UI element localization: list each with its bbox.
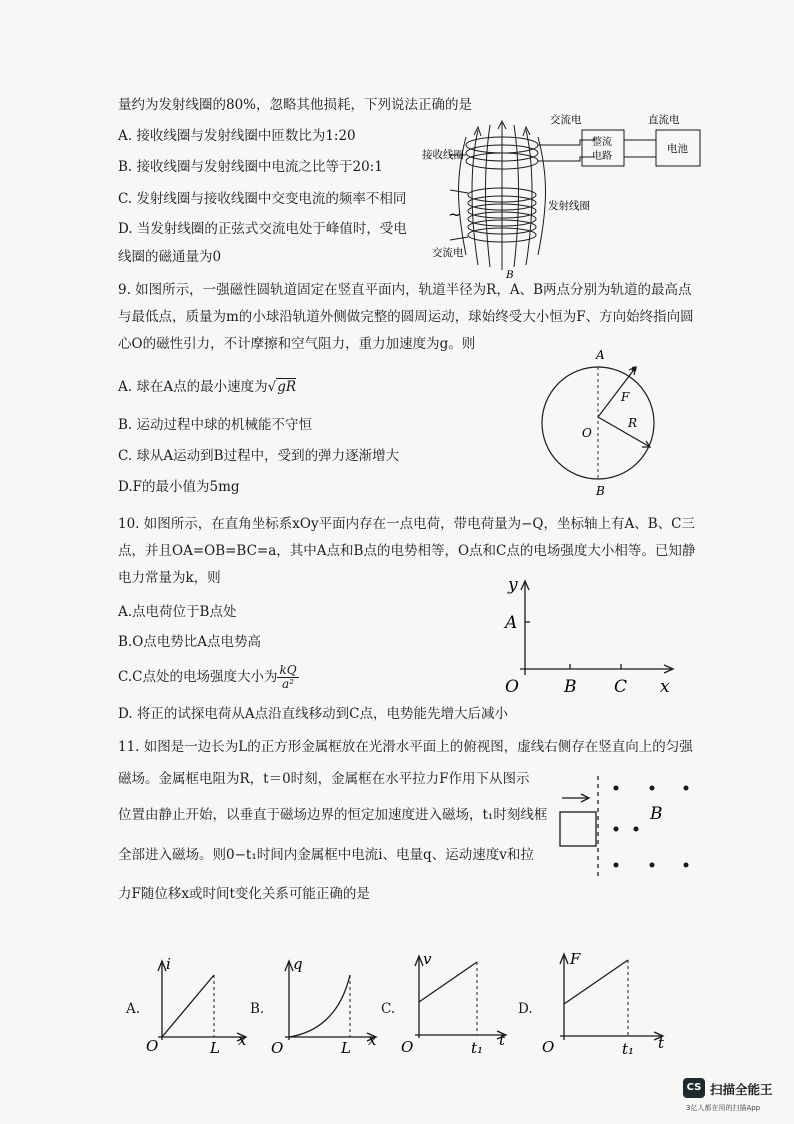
q11-graph-c-option: C. — [381, 1001, 396, 1017]
q8-label-b: B — [506, 269, 514, 281]
q10-option-c-prefix: C.C点处的电场强度大小为 — [118, 669, 278, 685]
q11-stem-line-5: 力F随位移x或时间t变化关系可能正确的是 — [118, 886, 370, 902]
q11-graph-a-origin: O — [146, 1037, 159, 1055]
q9-stem-line-1: 9. 如图所示，一强磁性圆轨道固定在竖直平面内，轨道半径为R，A、B两点分别为轨道的最高点 — [118, 282, 692, 298]
q8-option-a: A. 接收线圈与发射线圈中匝数比为1:20 — [118, 128, 356, 144]
q11-stem-line-4: 全部进入磁场。则0−t₁时间内金属框中电流i、电量q、运动速度v和拉 — [118, 847, 534, 863]
q10-axes-figure — [500, 570, 690, 700]
q9-stem-line-3: 心O的磁性引力，不计摩擦和空气阻力，重力加速度为g。则 — [118, 336, 476, 352]
q9-label-r: R — [628, 416, 638, 430]
q11-graph-d-origin: O — [542, 1038, 555, 1056]
q10-option-c-den: a² — [282, 677, 294, 691]
q8-option-c: C. 发射线圈与接收线圈中交变电流的频率不相同 — [118, 191, 407, 207]
q9-option-b: B. 运动过程中球的机械能不守恒 — [118, 417, 313, 433]
q10-label-x: x — [660, 677, 670, 697]
q11-stem-line-3: 位置由静止开始，以垂直于磁场边界的恒定加速度进入磁场，t₁时刻线框 — [118, 807, 548, 823]
q10-option-c-fraction — [277, 664, 298, 691]
q8-label-rectifier-1: 整流 — [592, 137, 612, 148]
q10-option-d: D. 将正的试探电荷从A点沿直线移动到C点，电势能先增大后减小 — [118, 706, 509, 722]
q11-graph-c — [395, 950, 515, 1055]
q11-graph-b-origin: O — [271, 1039, 284, 1057]
q11-graph-b-option: B. — [250, 1001, 265, 1017]
q8-label-rectifier-2: 电路 — [592, 151, 612, 162]
q9-option-a — [118, 378, 296, 396]
q10-label-c: C — [614, 677, 628, 697]
q10-label-o: O — [505, 677, 519, 697]
q11-graph-c-xaxis: t — [499, 1031, 506, 1049]
q11-graph-b-xaxis: x — [368, 1031, 377, 1049]
scanner-logo-badge: CS — [683, 1078, 705, 1098]
q8-label-transmit-coil: 发射线圈 — [548, 200, 590, 212]
q8-label-battery: 电池 — [667, 143, 688, 155]
q11-graph-a — [140, 955, 255, 1055]
q9-option-c: C. 球从A运动到B过程中，受到的弹力逐渐增大 — [118, 448, 400, 464]
q10-stem-line-2: 点，并且OA=OB=BC=a，其中A点和B点的电势相等，O点和C点的电场强度大小相等。已知静 — [118, 543, 696, 559]
q10-option-a: A.点电荷位于B点处 — [118, 604, 237, 620]
q10-label-y: y — [508, 575, 518, 595]
q11-stem-line-2: 磁场。金属框电阻为R，t＝0时刻，金属框在水平拉力F作用下从图示 — [118, 771, 530, 787]
q11-graph-b-yaxis: q — [293, 955, 303, 973]
q8-option-b: B. 接收线圈与发射线圈中电流之比等于20:1 — [118, 159, 383, 175]
q9-circle-figure — [540, 345, 670, 500]
q11-graph-d-yaxis: F — [570, 950, 581, 968]
q11-label-b: B — [650, 804, 663, 824]
q11-graph-d-mark: t₁ — [622, 1040, 635, 1058]
q11-graph-c-origin: O — [401, 1038, 414, 1056]
q8-coil-figure — [420, 105, 720, 280]
q10-label-b: B — [564, 677, 577, 697]
q11-graph-a-mark: L — [210, 1039, 220, 1057]
q11-graph-a-xaxis: x — [238, 1031, 247, 1049]
q8-label-receive-coil: 接收线圈 — [422, 149, 464, 161]
q8-label-ac-top: 交流电 — [550, 114, 582, 126]
q9-stem-line-2: 与最低点，质量为m的小球沿轨道外侧做完整的圆周运动，球始终受大小恒为F、方向始终指向圆 — [118, 309, 694, 325]
q8-stem-tail: 量约为发射线圈的80%，忽略其他损耗，下列说法正确的是 — [118, 97, 473, 113]
q10-option-c — [118, 660, 299, 694]
q11-field-figure — [550, 772, 700, 884]
q9-label-f: F — [621, 390, 630, 404]
scanner-brand-name: 扫描全能王 — [710, 1082, 773, 1097]
q9-label-o: O — [582, 426, 592, 440]
q9-label-b: B — [596, 484, 605, 498]
q11-stem-line-1: 11. 如图是一边长为L的正方形金属框放在光滑水平面上的俯视图，虚线右侧存在竖直向上的匀强 — [118, 739, 693, 755]
q8-option-d: D. 当发射线圈的正弦式交流电处于峰值时，受电 — [118, 221, 407, 237]
q11-graph-c-yaxis: v — [423, 950, 432, 968]
q10-option-b: B.O点电势比A点电势高 — [118, 634, 262, 650]
q11-graph-d-xaxis: t — [658, 1034, 665, 1052]
q8-label-ac-bottom: 交流电 — [432, 247, 464, 259]
q9-option-a-prefix: A. 球在A点的最小速度为 — [118, 379, 268, 395]
scanner-brand-tagline: 3亿人都在用的扫描App — [686, 1104, 761, 1112]
q11-graph-b-mark: L — [341, 1039, 351, 1057]
q10-stem-line-3: 电力常量为k，则 — [118, 570, 221, 586]
q10-option-c-num: kQ — [279, 663, 297, 677]
q10-stem-line-1: 10. 如图所示，在直角坐标系xOy平面内存在一点电荷，带电荷量为−Q，坐标轴上有A、B、C三 — [118, 516, 695, 532]
q11-graph-b — [265, 955, 385, 1055]
q8-label-tilde: ~ — [448, 205, 462, 224]
q11-graph-a-option: A. — [126, 1001, 141, 1017]
q11-graph-a-yaxis: i — [166, 955, 171, 973]
q9-option-a-sqrt: gR — [277, 379, 297, 395]
q9-sqrt-sign: √ — [267, 379, 277, 395]
q9-option-d: D.F的最小值为5mg — [118, 479, 240, 495]
q11-graph-d — [540, 948, 675, 1058]
q8-option-d-cont: 线圈的磁通量为0 — [118, 249, 222, 265]
q10-label-a: A — [505, 613, 518, 633]
q8-label-dc: 直流电 — [648, 114, 680, 126]
q11-graph-c-mark: t₁ — [471, 1039, 484, 1057]
q11-graph-d-option: D. — [518, 1001, 533, 1017]
q9-label-a: A — [596, 348, 605, 362]
